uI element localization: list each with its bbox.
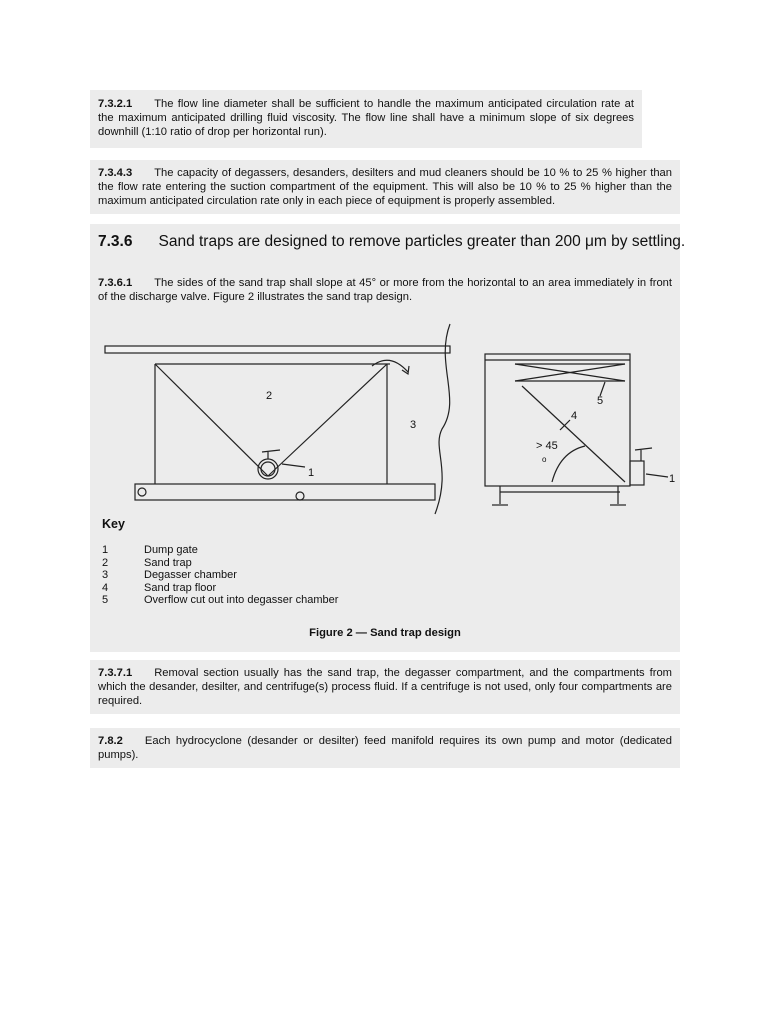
section-number: 7.3.6.1 xyxy=(98,277,133,289)
valve-handle xyxy=(262,450,280,452)
figure-caption: Figure 2 — Sand trap design xyxy=(309,627,461,639)
key-number: 4 xyxy=(102,581,109,594)
key-number: 1 xyxy=(102,544,109,556)
key-item xyxy=(102,594,338,607)
heading-number: 7.3.6 xyxy=(98,233,133,250)
key-item xyxy=(102,569,338,582)
paragraph xyxy=(98,734,672,762)
key-label: Sand trap xyxy=(144,556,192,569)
key-item xyxy=(102,557,338,570)
section-7-3-6 xyxy=(90,224,686,652)
key-label: Sand trap floor xyxy=(144,581,217,594)
label-1-left: 1 xyxy=(308,467,315,479)
section-text: The sides of the sand trap shall slope at 45° or more from the horizontal to an area immediately in front of the discharge valve. Figure 2 illustrates the sand trap design. xyxy=(98,277,672,303)
section-text: The capacity of degassers, desanders, desilters and mud cleaners should be 10 % to 25 % higher than the flow rate entering the suction compartment of the equipment. This will also be 10 % to 25 % higher than the maximum anticipated circulation rate only in each piece of equipment is properly assembled. xyxy=(98,167,672,207)
key-number: 2 xyxy=(102,556,109,569)
section-number: 7.3.2.1 xyxy=(98,98,133,110)
rail-hole-right xyxy=(296,492,304,500)
label-5: 5 xyxy=(597,395,604,407)
section-number: 7.8.2 xyxy=(98,735,123,747)
top-plate xyxy=(105,346,450,353)
label-3: 3 xyxy=(410,419,417,431)
key-label: Dump gate xyxy=(144,544,198,556)
base-rail xyxy=(135,484,435,500)
end-view-valve-body xyxy=(630,461,644,485)
leader-1 xyxy=(282,464,305,467)
heading-text: Sand traps are designed to remove particles greater than 200 μm by settling. xyxy=(158,233,686,250)
paragraph xyxy=(98,97,634,139)
key-list xyxy=(102,544,338,607)
paragraph xyxy=(98,166,672,208)
section-7-3-2-1 xyxy=(90,90,642,148)
leader-r1 xyxy=(646,474,668,477)
section-number: 7.3.7.1 xyxy=(98,667,133,679)
sand-trap-left-slope xyxy=(155,364,268,476)
key-number: 3 xyxy=(102,569,109,581)
section-7-3-7-1 xyxy=(90,660,680,714)
section-number: 7.3.4.3 xyxy=(98,167,133,179)
section-text: Removal section usually has the sand trap, the degasser compartment, and the compartments from which the desander, desilter, and centrifuge(s) process fluid. If a centrifuge is not used, only four compartments are required. xyxy=(98,667,672,707)
key-label: Degasser chamber xyxy=(144,569,237,581)
section-text: Each hydrocyclone (desander or desilter) feed manifold requires its own pump and motor (dedicated pumps). xyxy=(98,735,672,761)
key-title: Key xyxy=(102,517,125,531)
degree-mark: o xyxy=(542,455,547,464)
dump-gate-valve-inner xyxy=(261,462,275,476)
sand-trap-diagram xyxy=(90,224,680,524)
key-item xyxy=(102,544,338,557)
section-text: The flow line diameter shall be sufficient to handle the maximum anticipated circulation rate at the maximum anticipated drilling fluid viscosity. The flow line shall have a minimum slope of six degrees downhill (1:10 ratio of drop per horizontal run). xyxy=(98,98,634,138)
section-7-8-2 xyxy=(90,728,680,768)
label-1-right: 1 xyxy=(669,473,676,485)
leader-r5 xyxy=(600,382,605,396)
label-2: 2 xyxy=(266,390,273,402)
section-7-3-4-3 xyxy=(90,160,680,214)
paragraph xyxy=(98,666,672,708)
label-4: 4 xyxy=(571,410,578,422)
angle-label: > 45 xyxy=(536,440,558,452)
sand-trap-right-slope xyxy=(268,364,387,476)
sand-trap-floor-slope xyxy=(522,386,625,482)
key-number: 5 xyxy=(102,594,109,606)
rail-hole-left xyxy=(138,488,146,496)
end-view-valve-handle xyxy=(635,448,652,450)
key-item xyxy=(102,582,338,595)
key-label: Overflow cut out into degasser chamber xyxy=(144,594,339,606)
leader-r4 xyxy=(560,420,570,430)
